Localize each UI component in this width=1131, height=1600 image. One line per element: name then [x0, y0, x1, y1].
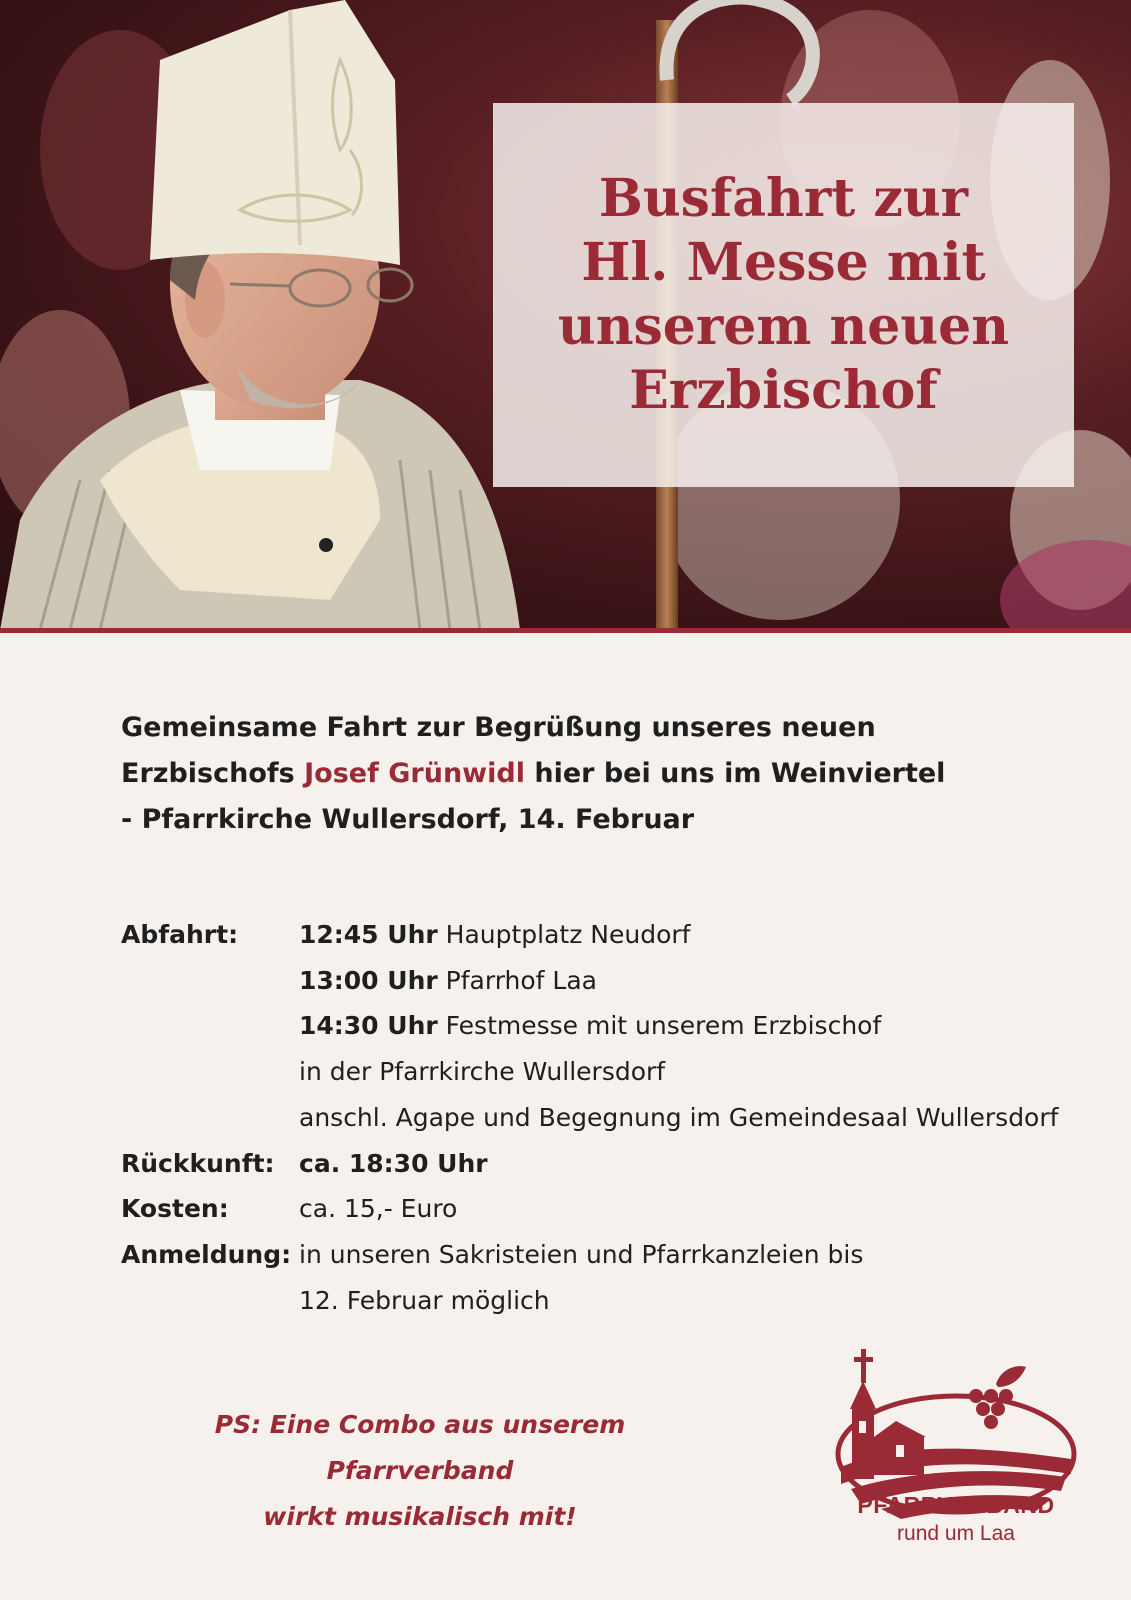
- departure-row-2: [121, 958, 1081, 1004]
- return-value: ca. 18:30 Uhr: [299, 1148, 488, 1178]
- trip-details: [121, 912, 1081, 1323]
- stop-3: [299, 1003, 1081, 1049]
- departure-row-3: [121, 1003, 1081, 1049]
- logo-subtitle: rund um Laa: [897, 1522, 1015, 1545]
- registration-row: [121, 1232, 1081, 1278]
- hero-photo: [0, 0, 1131, 630]
- registration-line-1: in unseren Sakristeien und Pfarrkanzleien bis: [299, 1239, 864, 1269]
- return-row: [121, 1141, 1081, 1187]
- cost-label: Kosten:: [121, 1194, 229, 1224]
- postscript-line-2: wirkt musikalisch mit!: [263, 1502, 577, 1531]
- archbishop-name: Josef Grünwidl: [304, 758, 525, 789]
- intro-line-2-prefix: Erzbischofs: [121, 758, 305, 789]
- title-box: [493, 103, 1074, 487]
- postscript: [120, 1402, 720, 1540]
- departure-label: Abfahrt:: [121, 920, 239, 949]
- stop-3-continuation-2: anschl. Agape und Begegnung im Gemeindesaal Wullersdorf: [299, 1102, 1059, 1132]
- intro-text: [121, 705, 1021, 843]
- page-title: [513, 167, 1054, 423]
- return-label: Rückkunft:: [121, 1148, 275, 1178]
- stop-1: [299, 912, 1081, 958]
- stop-3-time: 14:30 Uhr: [299, 1011, 438, 1041]
- intro-line-3: - Pfarrkirche Wullersdorf, 14. Februar: [121, 804, 695, 835]
- registration-label: Anmeldung:: [121, 1239, 292, 1269]
- stop-3-continuation-1: in der Pfarrkirche Wullersdorf: [299, 1057, 666, 1087]
- cost-row: [121, 1186, 1081, 1232]
- intro-line-1: Gemeinsame Fahrt zur Begrüßung unseres neuen: [121, 712, 876, 743]
- title-line-1: Busfahrt zur: [598, 168, 969, 229]
- stop-2: [299, 958, 1081, 1004]
- stop-2-text: Pfarrhof Laa: [437, 965, 597, 995]
- cost-value: ca. 15,- Euro: [299, 1194, 458, 1224]
- logo-name: PFARRVERBAND: [857, 1492, 1055, 1518]
- title-line-3: unserem neuen: [557, 296, 1010, 357]
- title-line-4: Erzbischof: [629, 360, 938, 421]
- intro-line-2-suffix: hier bei uns im Weinviertel: [524, 758, 946, 789]
- registration-line-2: 12. Februar möglich: [299, 1285, 550, 1315]
- departure-row-5: [121, 1095, 1081, 1141]
- postscript-line-1: PS: Eine Combo aus unserem Pfarrverband: [214, 1410, 626, 1485]
- stop-1-text: Hauptplatz Neudorf: [437, 920, 691, 949]
- stop-2-time: 13:00 Uhr: [299, 965, 438, 995]
- departure-row: [121, 912, 1081, 958]
- title-line-2: Hl. Messe mit: [581, 232, 986, 293]
- departure-row-4: [121, 1049, 1081, 1095]
- stop-1-time: 12:45 Uhr: [299, 920, 438, 949]
- stop-3-text: Festmesse mit unserem Erzbischof: [437, 1011, 882, 1041]
- hero-divider: [0, 628, 1131, 633]
- intro-line-2: [121, 751, 1021, 797]
